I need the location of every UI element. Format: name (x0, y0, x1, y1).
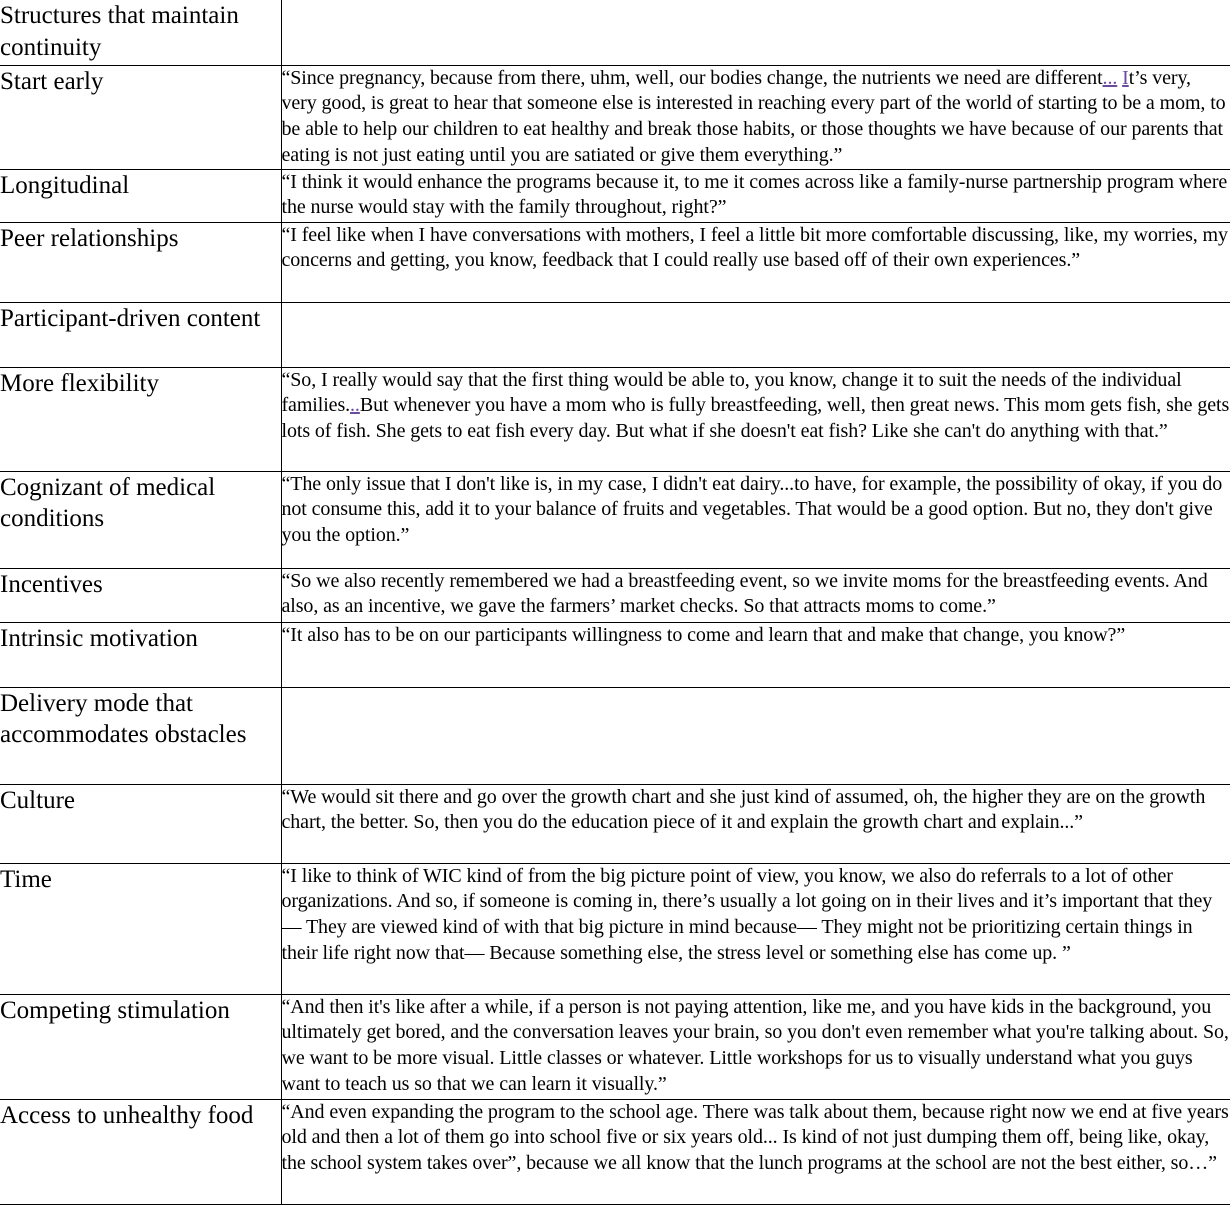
quote-text: “Since pregnancy, because from there, uhm, well, our bodies change, the nutrients we need are different (281, 66, 1103, 89)
table-row (0, 169, 1230, 222)
subtheme-cell: Longitudinal (0, 169, 281, 222)
quote-cell (281, 65, 1230, 169)
table-row (0, 0, 1230, 65)
table-row (0, 65, 1230, 169)
subtheme-cell: Competing stimulation (0, 994, 281, 1099)
quote-cell: “So we also recently remembered we had a breastfeeding event, so we invite moms for the breastfeeding events. And also, as an incentive, we gave the farmers’ market checks. So that attracts moms to come.” (281, 568, 1230, 622)
quote-cell: “I feel like when I have conversations with mothers, I feel a little bit more comfortable discussing, like, my worries, my concerns and getting, you know, feedback that I could really use based off of their own experiences.” (281, 222, 1230, 302)
subtheme-cell: Start early (0, 65, 281, 169)
quote-cell: “I think it would enhance the programs because it, to me it comes across like a family-nurse partnership program where the nurse would stay with the family throughout, right?” (281, 169, 1230, 222)
quote-cell: “And then it's like after a while, if a person is not paying attention, like me, and you have kids in the background, you ultimately get bored, and the conversation leaves your brain, so you don't even remember what you're talking about. So, we want to be more visual. Little classes or whatever. Little workshops for us to visually understand what you guys want to teach us so that we can learn it visually.” (281, 994, 1230, 1099)
table-row (0, 622, 1230, 687)
table-row (0, 471, 1230, 568)
empty-quote-cell (281, 687, 1230, 784)
ellipsis-mark: ... (1102, 66, 1118, 89)
empty-quote-cell (281, 302, 1230, 367)
quote-cell: “I like to think of WIC kind of from the big picture point of view, you know, we also do referrals to a lot of other organizations. And so, if someone is coming in, there’s usually a lot going on in their lives and it’s important that they— They are viewed kind of with that big picture in mind because— They might not be prioritizing certain things in their life right now that— Because something else, the stress level or something else has come up. ” (281, 863, 1230, 994)
table-row (0, 784, 1230, 863)
quote-text: But whenever you have a mom who is fully breastfeeding, well, then great news. This mom gets fish, she gets lots of fish. She gets to eat fish every day. But what if she doesn't eat fish? Like she can't do anything with that.” (281, 394, 1230, 442)
empty-quote-cell (281, 0, 1230, 65)
subtheme-cell: Incentives (0, 568, 281, 622)
quote-cell: “We would sit there and go over the growth chart and she just kind of assumed, oh, the higher they are on the growth chart, the better. So, then you do the education piece of it and explain the growth chart and explain...” (281, 784, 1230, 863)
category-cell: Delivery mode that accommodates obstacles (0, 687, 281, 784)
table-row (0, 367, 1230, 471)
ellipsis-mark: .. (350, 394, 360, 417)
subtheme-cell: Intrinsic motivation (0, 622, 281, 687)
subtheme-cell: Access to unhealthy food (0, 1099, 281, 1204)
quote-cell: “The only issue that I don't like is, in my case, I didn't eat dairy...to have, for example, the possibility of okay, if you do not consume this, add it to your balance of fruits and vegetables. That would be a good option. But no, they don't give you the option.” (281, 471, 1230, 568)
subtheme-cell: Time (0, 863, 281, 994)
subtheme-cell: More flexibility (0, 367, 281, 471)
table-row (0, 687, 1230, 784)
table-row (0, 222, 1230, 302)
table-row (0, 1099, 1230, 1204)
table-row (0, 863, 1230, 994)
table-row (0, 994, 1230, 1099)
subtheme-cell: Culture (0, 784, 281, 863)
subtheme-cell: Cognizant of medical conditions (0, 471, 281, 568)
category-cell: Participant-driven content (0, 302, 281, 367)
quote-text: “So, I really would say that the first thing would be able to, you know, change it to suit the needs of the individual families. (281, 368, 1182, 417)
subtheme-cell: Peer relationships (0, 222, 281, 302)
quote-text: t’s very, very good, is great to hear that someone else is interested in reaching every part of the world of starting to be a mom, to be able to help our children to eat healthy and break those habits, or those thoughts we have because of our parents that eating is not just eating until you are satiated or give them everything.” (281, 66, 1226, 166)
quote-cell: “It also has to be on our participants willingness to come and learn that and make that change, you know?” (281, 622, 1230, 687)
ellipsis-mark: I (1122, 66, 1129, 89)
quote-cell: “And even expanding the program to the school age. There was talk about them, because right now we end at five years old and then a lot of them go into school five or six years old... Is kind of not just dumping them off, being like, okay, the school system takes over”, because we all know that the lunch programs at the school are not the best either, so…” (281, 1099, 1230, 1204)
category-cell: Structures that maintain continuity (0, 0, 281, 65)
quote-cell (281, 367, 1230, 471)
table-row (0, 568, 1230, 622)
table-row (0, 302, 1230, 367)
